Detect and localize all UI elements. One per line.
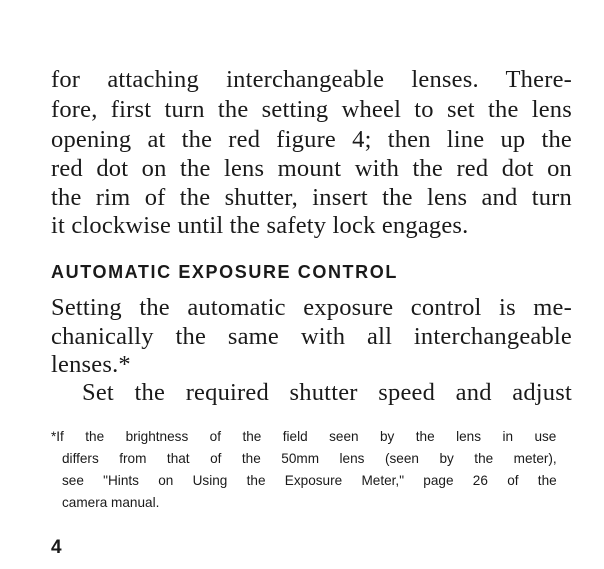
page-number: 4 bbox=[51, 537, 62, 558]
paragraph-2-line-3: lenses.* bbox=[51, 351, 131, 378]
paragraph-2-line-2: chanically the same with all interchangeable bbox=[51, 323, 572, 350]
paragraph-1-line-1: for attaching interchangeable lenses. There- bbox=[51, 66, 572, 93]
footnote-line-4: camera manual. bbox=[62, 494, 160, 510]
section-heading: AUTOMATIC EXPOSURE CONTROL bbox=[51, 262, 398, 282]
paragraph-1-line-2: fore, first turn the setting wheel to set the lens bbox=[51, 96, 572, 123]
paragraph-1-line-6: it clockwise until the safety lock engages. bbox=[51, 212, 469, 239]
paragraph-2-line-1: Setting the automatic exposure control is me- bbox=[51, 294, 572, 321]
footnote-line-1: *If the brightness of the field seen by the lens in use bbox=[51, 428, 557, 444]
paragraph-1-line-5: the rim of the shutter, insert the lens and turn bbox=[51, 184, 572, 211]
footnote-line-3: see "Hints on Using the Exposure Meter," page 26 of the bbox=[62, 472, 557, 488]
footnote-line-2: differs from that of the 50mm lens (seen by the meter), bbox=[62, 450, 557, 466]
paragraph-1-line-3: opening at the red figure 4; then line up the bbox=[51, 126, 572, 153]
paragraph-3-line-1: Set the required shutter speed and adjust bbox=[82, 379, 572, 406]
paragraph-1-line-4: red dot on the lens mount with the red dot on bbox=[51, 155, 572, 182]
